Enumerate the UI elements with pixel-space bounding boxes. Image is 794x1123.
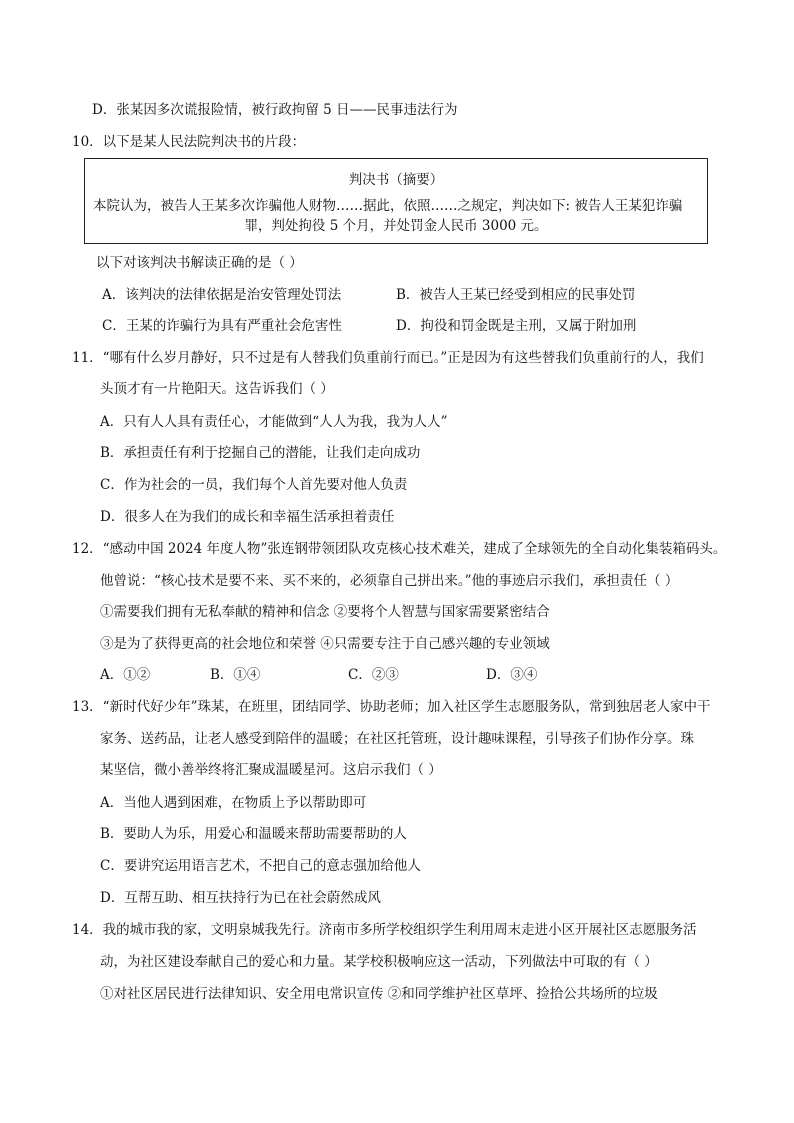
q13-option-a: A．当他人遇到困难，在物质上予以帮助即可	[100, 795, 367, 811]
judgment-box-title: 判决书（摘要）	[348, 172, 444, 188]
q11-option-d: D．很多人在为我们的成长和幸福生活承担着责任	[100, 509, 395, 525]
q12-stem-line1: 12．“感动中国 2024 年度人物”张连钢带领团队攻克核心技术难关，建成了全球领先的全自动化集装箱码头。	[72, 541, 727, 557]
q10-option-d: D．拘役和罚金既是主刑，又属于附加刑	[396, 318, 637, 334]
q12-items-line2: ③是为了获得更高的社会地位和荣誉 ④只需要专注于自己感兴趣的专业领域	[100, 636, 550, 652]
q12-option-a: A．①②	[100, 667, 151, 683]
q12-stem-line2: 他曾说：“核心技术是要不来、买不来的，必须靠自己拼出来。”他的事迹启示我们，承担责任（ ）	[100, 573, 679, 589]
q10-question: 以下对该判决书解读正确的是（ ）	[96, 255, 303, 271]
q13-stem-line1: 13．“新时代好少年”珠某，在班里，团结同学、协助老师；加入社区学生志愿服务队，常到独居老人家中干	[72, 699, 711, 715]
q14-stem-line1: 14．我的城市我的家，文明泉城我先行。济南市多所学校组织学生利用周末走进小区开展社区志愿服务活	[72, 922, 697, 938]
q14-stem-line2: 动，为社区建设奉献自己的爱心和力量。某学校积极响应这一活动，下列做法中可取的有（ ）	[100, 954, 658, 970]
q13-stem-line3: 某坚信，微小善举终将汇聚成温暖星河。这启示我们（ ）	[100, 762, 442, 778]
q13-option-c: C．要讲究运用语言艺术，不把自己的意志强加给他人	[100, 858, 421, 874]
q14-items-line1: ①对社区居民进行法律知识、安全用电常识宣传 ②和同学维护社区草坪、捡拾公共场所的垃圾	[100, 986, 658, 1002]
q10-option-c: C．王某的诈骗行为具有严重社会危害性	[102, 318, 342, 334]
q9-option-d: D．张某因多次谎报险情，被行政拘留 5 日——民事违法行为	[92, 102, 458, 118]
judgment-box	[84, 158, 708, 244]
q11-option-b: B．承担责任有利于挖掘自己的潜能，让我们走向成功	[100, 445, 421, 461]
q12-option-d: D．③④	[486, 667, 538, 683]
q12-option-c: C．②③	[348, 667, 399, 683]
q11-option-a: A．只有人人具有责任心，才能做到“人人为我，我为人人”	[100, 414, 448, 430]
q10-option-a: A．该判决的法律依据是治安管理处罚法	[102, 287, 342, 303]
q11-stem-line1: 11．“哪有什么岁月静好，只不过是有人替我们负重前行而已。”正是因为有这些替我们负重前行的人，我们	[72, 350, 704, 366]
q12-option-b: B．①④	[210, 667, 261, 683]
q10-option-b: B．被告人王某已经受到相应的民事处罚	[396, 287, 636, 303]
q10-stem: 10．以下是某人民法院判决书的片段：	[72, 134, 306, 150]
q13-stem-line2: 家务、送药品，让老人感受到陪伴的温暖；在社区托管班，设计趣味课程，引导孩子们协作分享。珠	[100, 731, 694, 747]
q11-option-c: C．作为社会的一员，我们每个人首先要对他人负责	[100, 477, 408, 493]
q13-option-d: D．互帮互助、相互扶持行为已在社会蔚然成风	[100, 890, 381, 906]
q13-option-b: B．要助人为乐，用爱心和温暖来帮助需要帮助的人	[100, 826, 407, 842]
judgment-box-line1: 本院认为，被告人王某多次诈骗他人财物……据此，依照……之规定，判决如下: 被告人王某犯诈骗	[93, 198, 683, 214]
q12-items-line1: ①需要我们拥有无私奉献的精神和信念 ②要将个人智慧与国家需要紧密结合	[100, 604, 550, 620]
judgment-box-line2: 罪，判处拘役 5 个月，并处罚金人民币 3000 元。	[244, 218, 548, 234]
q11-stem-line2: 头顶才有一片艳阳天。这告诉我们（ ）	[100, 381, 334, 397]
